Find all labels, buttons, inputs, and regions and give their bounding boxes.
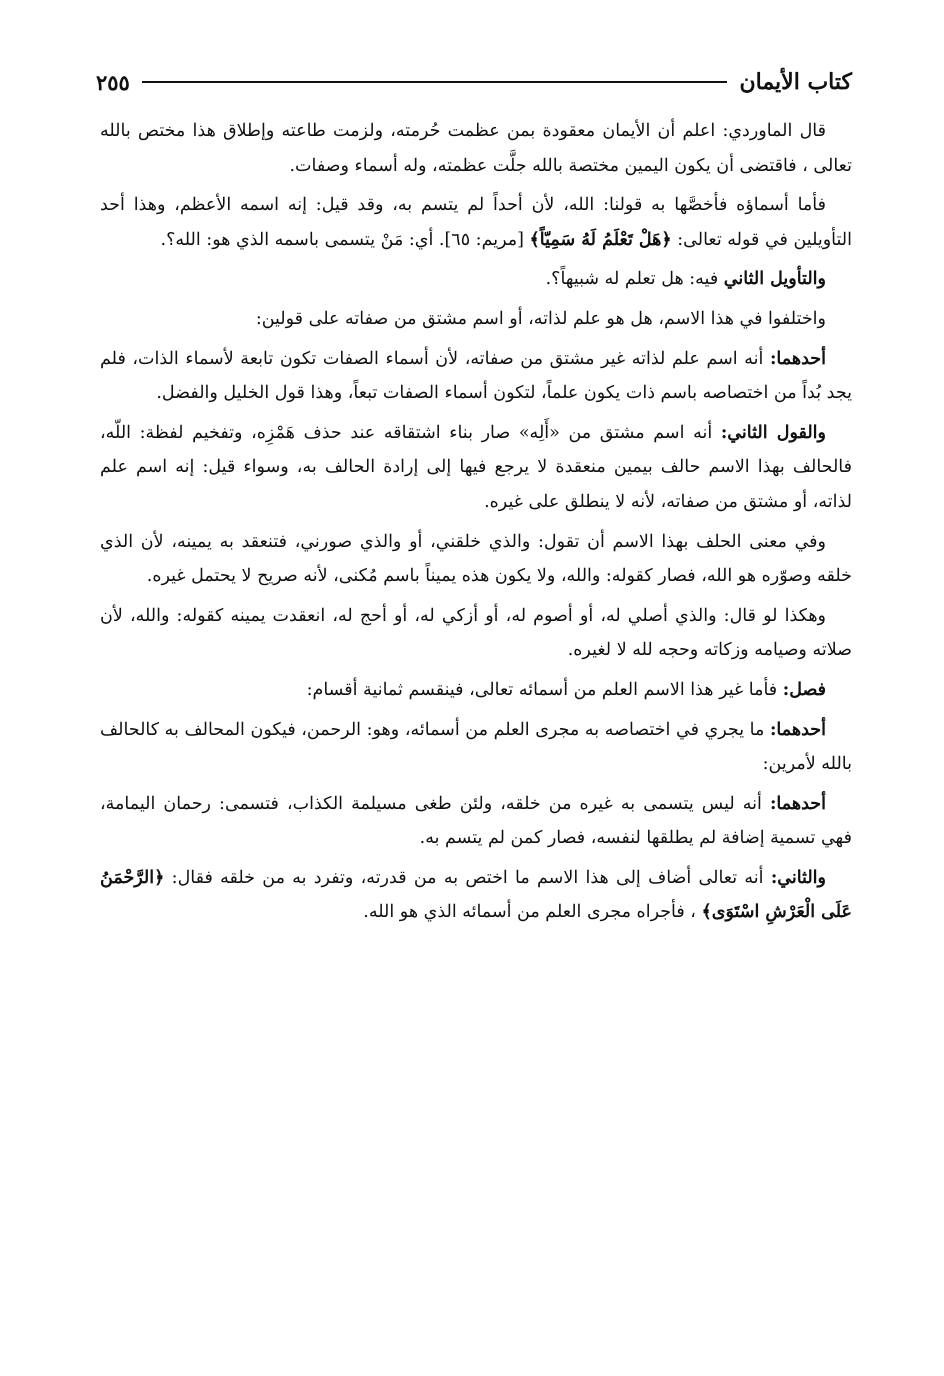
paragraph [100, 416, 852, 520]
paragraph-lead: أحدهما: [769, 793, 826, 814]
paragraph-text: ما يجري في اختصاصه به مجرى العلم من أسمائه، وهو: الرحمن، فيكون المحالف به كالحالف بالله لأمرين: [100, 719, 852, 775]
header-rule [142, 81, 728, 83]
paragraph-text: ، فأجراه مجرى العلم من أسمائه الذي هو الله. [363, 902, 696, 923]
book-title: كتاب الأيمان [739, 69, 852, 95]
paragraph-lead: فصل: [782, 679, 826, 700]
paragraph [100, 861, 852, 930]
paragraph [100, 114, 852, 183]
paragraph [100, 787, 852, 856]
paragraph-text: أنه اسم مشتق من «أَلِه» صار بناء اشتقاقه عند حذف هَمْزِه، وتفخيم لفظة: اللّه، فالحالف بهذا الاسم حالف بيمين منعقدة لا يرجع فيها إلى إرادة الحالف به، وسواء قيل: إنه اسم علم لذاته، أو مشتق من صفاته، لأنه لا ينطلق على غيره. [100, 422, 852, 512]
paragraph [100, 188, 852, 257]
paragraph-text: أنه اسم علم لذاته غير مشتق من صفاته، لأن أسماء الصفات تكون تابعة لأسماء الذات، فلم يجد بُداً من اختصاصه باسم ذات يكون علماً، لتكون أسماء الصفات تبعاً، وهذا قول الخليل والفضل. [100, 348, 852, 404]
paragraph-text: أنه تعالى أضاف إلى هذا الاسم ما اختص به من قدرته، وتفرد به من خلقه فقال: [171, 867, 764, 888]
paragraph-text: وهكذا لو قال: والذي أصلي له، أو أصوم له، أو أزكي له، أو أحج له، انعقدت يمينه كقوله: والله، لأن صلاته وصيامه وزكاته وحجه لله لا لغيره. [100, 605, 852, 661]
paragraph-lead: والتأويل الثاني [723, 269, 826, 290]
paragraph-text: فيه: هل تعلم له شبيهاً؟. [545, 269, 719, 290]
paragraph-text: واختلفوا في هذا الاسم، هل هو علم لذاته، أو اسم مشتق من صفاته على قولين: [255, 308, 826, 329]
page-body [100, 114, 852, 935]
paragraph-text: أنه ليس يتسمى به غيره من خلقه، ولئن طغى مسيلمة الكذاب، فتسمى: رحمان اليمامة، فهي تسمية إضافة لم يطلقها لنفسه، فصار كمن لم يتسم به. [100, 793, 852, 849]
paragraph-lead: أحدهما: [769, 348, 826, 369]
paragraph-lead: والثاني: [770, 867, 826, 888]
paragraph-lead: أحدهما: [769, 719, 826, 740]
paragraph-text: [مريم: ٦٥]. أي: مَنْ يتسمى باسمه الذي هو: الله؟. [160, 229, 524, 250]
paragraph [100, 599, 852, 668]
paragraph-text: فأما أسماؤه فأخصَّها به قولنا: الله، لأن أحداً لم يتسم به، وقد قيل: إنه اسمه الأعظم، وهذا أحد التأويلين في قوله تعالى: [100, 195, 852, 250]
paragraph [100, 262, 852, 297]
paragraph [100, 302, 852, 337]
page-number: ٢٥٥ [96, 69, 130, 95]
paragraph-text: فأما غير هذا الاسم العلم من أسمائه تعالى، فينقسم ثمانية أقسام: [306, 679, 778, 700]
paragraph-lead: والقول الثاني: [720, 422, 826, 443]
paragraph-text: وفي معنى الحلف بهذا الاسم أن تقول: والذي خلقني، أو والذي صورني، فتنعقد به يمينه، لأن الذي خلقه وصوّره هو الله، فصار كقوله: والله، ولا يكون هذه يميناً باسم مُكنى، لأنه صريح لا يحتمل غيره. [100, 531, 852, 587]
paragraph [100, 713, 852, 782]
paragraph [100, 673, 852, 708]
quran-verse: ﴿الرَّحْمَنُ عَلَى الْعَرْشِ اسْتَوَى﴾ [100, 867, 852, 923]
paragraph [100, 525, 852, 594]
quran-verse: ﴿هَلْ تَعْلَمُ لَهُ سَمِيّاً﴾ [529, 229, 672, 250]
page-header [96, 62, 852, 102]
paragraph-text: قال الماوردي: اعلم أن الأيمان معقودة بمن عظمت حُرمته، ولزمت طاعته وإطلاق هذا مختص بالله تعالى ، فاقتضى أن يكون اليمين مختصة بالله جلَّت عظمته، وله أسماء وصفات. [100, 121, 852, 176]
paragraph [100, 342, 852, 411]
